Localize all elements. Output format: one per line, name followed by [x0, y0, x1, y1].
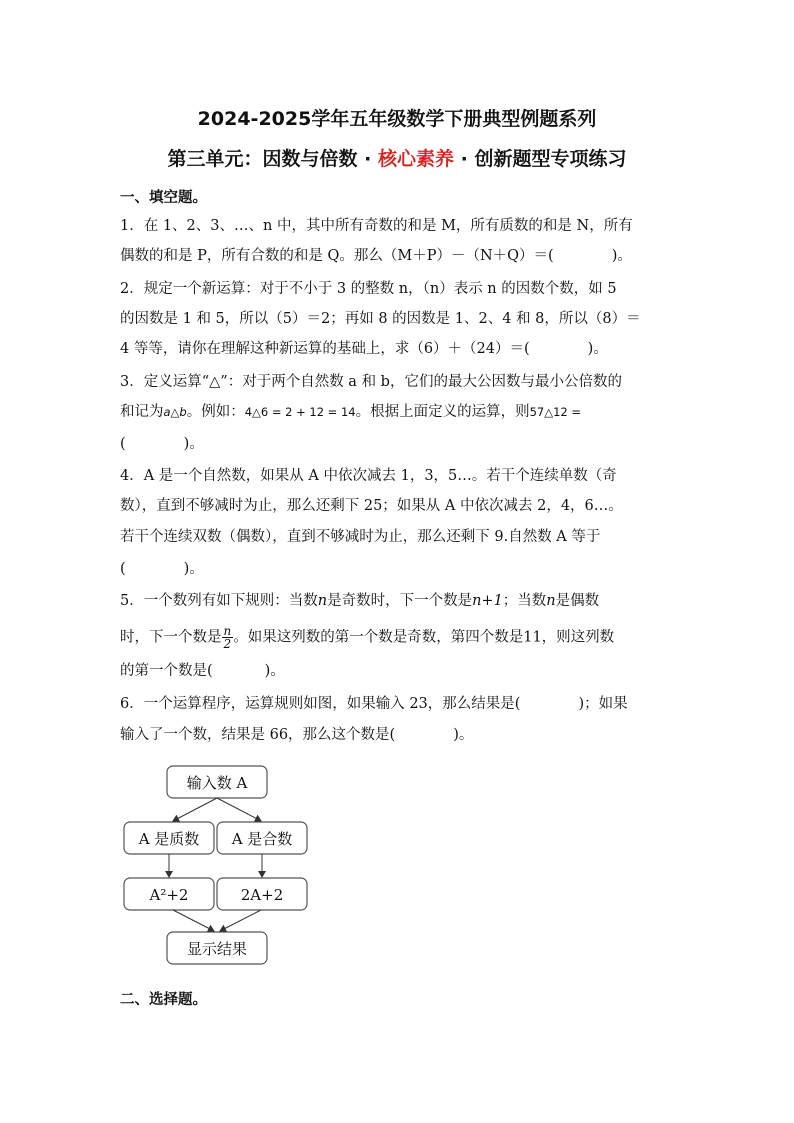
fraction-numerator: n — [223, 624, 232, 638]
q4-line1: 4．A 是一个自然数，如果从 A 中依次减去 1，3，5…。若干个连续单数（奇 — [120, 468, 617, 484]
q2-line3 — [120, 339, 608, 359]
q5-fraction — [222, 625, 234, 650]
flow-input-label: 输入数 A — [186, 774, 248, 792]
flow-arrow — [217, 798, 261, 821]
q1-text: 偶数的和是 P，所有合数的和是 Q。那么（M＋P）－（N＋Q）＝( — [120, 248, 554, 264]
q5-text-g: 的第一个数是( — [120, 663, 213, 679]
flow-arrow — [173, 910, 214, 931]
q5-text-c: ；当数 — [502, 593, 547, 609]
q4-line3: 若干个连续双数（偶数），直到不够减时为止，那么还剩下 9.自然数 A 等于 — [120, 529, 601, 545]
q3-text-c: 。根据上面定义的运算，则 — [355, 404, 530, 420]
q3-text-b: 。例如： — [186, 404, 245, 420]
flow-arrow — [173, 798, 217, 821]
q5-text-b: 是奇数时，下一个数是 — [327, 593, 473, 609]
q4-open: ( — [120, 561, 126, 577]
flow-arrow — [220, 910, 261, 931]
q5-text-d: 是偶数 — [555, 593, 600, 609]
q3-text-a: 和记为 — [120, 404, 164, 420]
q5-var-n: n — [317, 593, 328, 609]
flow-composite-label: A 是合数 — [231, 830, 293, 848]
q2-close: )。 — [587, 341, 608, 357]
q5-line1 — [120, 591, 599, 611]
flow-prime-label: A 是质数 — [138, 830, 200, 848]
subtitle-highlight: 核心素养 — [377, 148, 454, 170]
q3-task: 57△12 = — [529, 405, 582, 419]
q6-text-a: 6．一个运算程序，运算规则如图，如果输入 23，那么结果是( — [120, 696, 521, 712]
q3-close: )。 — [183, 436, 204, 452]
q1-line1: 1．在 1、2、3、…、n 中，其中所有奇数的和是 M，所有质数的和是 N，所有 — [120, 218, 633, 234]
q5-text-a: 5．一个数列有如下规则：当数 — [120, 593, 318, 609]
q3-line3 — [120, 434, 204, 454]
q2-text: 4 等等，请你在理解这种新运算的基础上，求（6）＋（24）＝( — [120, 341, 530, 357]
q5-line3 — [120, 661, 285, 681]
q5-line2 — [120, 625, 614, 650]
q3-line2 — [120, 402, 581, 422]
q4-line4 — [120, 559, 204, 579]
q4-close: )。 — [183, 561, 204, 577]
q5-var-n2: n — [546, 593, 556, 609]
q3-example: 4△6 = 2 + 12 = 14 — [244, 405, 356, 419]
section-fill-in-blank: 一、填空题。 — [120, 190, 207, 206]
q6-close: )。 — [453, 727, 474, 743]
q4-line2: 数），直到不够减时为止，那么还剩下 25；如果从 A 中依次减去 2，4，6…。 — [120, 498, 623, 514]
q2-line2: 的因数是 1 和 5，所以（5）＝2；再如 8 的因数是 1、2、4 和 8，所以（8）＝ — [120, 311, 641, 327]
q6-text-b: )；如果 — [578, 696, 628, 712]
flow-composite-op-label: 2A+2 — [240, 886, 284, 904]
q5-close: )。 — [264, 663, 285, 679]
flowchart-diagram — [118, 762, 318, 967]
subtitle-part3: · 创新题型专项练习 — [454, 148, 627, 170]
q6-line1 — [120, 694, 628, 714]
q5-expr: n+1 — [472, 593, 503, 609]
q2-line1: 2．规定一个新运算：对于不小于 3 的整数 n，（n）表示 n 的因数个数，如 5 — [120, 281, 617, 297]
q5-text-f: 。如果这列数的第一个数是奇数，第四个数是11，则这列数 — [233, 629, 615, 646]
fraction-denominator: 2 — [223, 637, 232, 651]
subtitle-part1: 第三单元：因数与倍数 · — [167, 148, 378, 170]
q6-line2 — [120, 725, 473, 745]
flow-output-label: 显示结果 — [186, 940, 248, 958]
q3-open: ( — [120, 436, 126, 452]
q6-text-c: 输入了一个数，结果是 66，那么这个数是( — [120, 727, 396, 743]
q3-line1: 3．定义运算“△”：对于两个自然数 a 和 b，它们的最大公因数与最小公倍数的 — [120, 374, 622, 390]
worksheet-title: 2024-2025学年五年级数学下册典型例题系列 — [197, 108, 597, 130]
q3-expr: a△b — [163, 405, 187, 419]
q1-close: )。 — [611, 248, 632, 264]
section-multiple-choice: 二、选择题。 — [120, 992, 207, 1008]
worksheet-subtitle — [0, 144, 794, 171]
flow-prime-op-label: A²+2 — [149, 886, 189, 904]
q5-text-e: 时，下一个数是 — [120, 629, 222, 646]
q1-line2 — [120, 246, 632, 266]
